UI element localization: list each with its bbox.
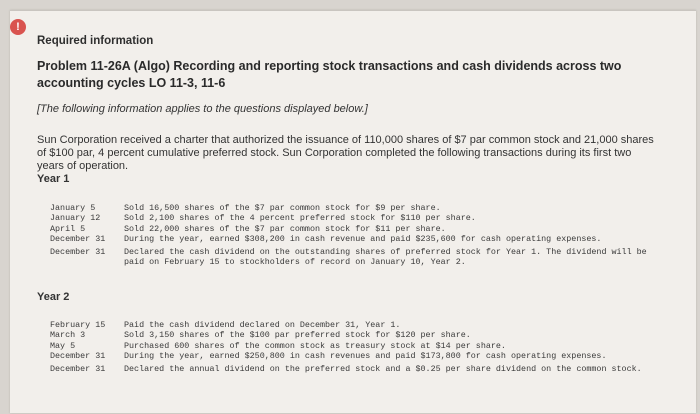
- transaction-row: [50, 364, 660, 374]
- transaction-text: Paid the cash dividend declared on December 31, Year 1.: [124, 320, 401, 330]
- transaction-date: January 12: [50, 213, 101, 224]
- problem-title: Problem 11-26A (Algo) Recording and reporting stock transactions and cash dividends across two accounting cycles LO 11-3, 11-6: [37, 59, 622, 90]
- transaction-text: Sold 22,000 shares of the $7 par common stock for $11 per share.: [124, 223, 446, 234]
- problem-intro: Sun Corporation received a charter that authorized the issuance of 110,000 shares of $7 par common stock and 21,000 shares of $100 par, 4 percent cumulative preferred stock. Sun Corporation completed the following transactions during its first two years of operation.: [37, 134, 654, 172]
- transaction-row: [50, 247, 660, 268]
- transaction-row: [50, 224, 660, 234]
- transaction-text: Declared the annual dividend on the preferred stock and a $0.25 per share dividend on the common stock.: [124, 364, 642, 375]
- alert-icon: !: [10, 19, 26, 35]
- transaction-text: Sold 16,500 shares of the $7 par common stock for $9 per share.: [124, 203, 441, 213]
- transaction-row: [50, 203, 660, 213]
- transaction-row: [50, 341, 660, 351]
- transaction-date: April 5: [50, 223, 86, 234]
- transaction-date: December 31: [50, 350, 106, 361]
- transaction-date: March 3: [50, 330, 86, 341]
- transaction-text: Declared the cash dividend on the outstanding shares of preferred stock for Year 1. The dividend will be paid on February 15 to stockholders of record on January 10, Year 2.: [124, 247, 652, 268]
- transaction-row: [50, 234, 660, 244]
- transaction-date: January 5: [50, 203, 96, 213]
- transaction-row: [50, 330, 660, 340]
- transaction-date: February 15: [50, 320, 106, 330]
- transaction-date: December 31: [50, 233, 106, 244]
- transaction-row: [50, 320, 660, 330]
- info-note: [The following information applies to the questions displayed below.]: [37, 103, 368, 115]
- transaction-date: December 31: [50, 364, 106, 375]
- transaction-text: During the year, earned $250,800 in cash revenues and paid $173,800 for cash operating expenses.: [124, 350, 607, 361]
- transaction-date: December 31: [50, 247, 106, 258]
- year2-transactions: [50, 320, 660, 374]
- year2-title: Year 2: [37, 291, 70, 303]
- transaction-date: May 5: [50, 340, 76, 351]
- required-information-heading: Required information: [37, 35, 154, 47]
- transaction-text: Sold 3,150 shares of the $100 par preferred stock for $120 per share.: [124, 330, 471, 341]
- transaction-row: [50, 213, 660, 223]
- content-panel: [10, 10, 696, 413]
- transaction-text: Purchased 600 shares of the common stock as treasury stock at $14 per share.: [124, 340, 506, 351]
- transaction-text: During the year, earned $308,200 in cash revenue and paid $235,600 for cash operating expenses.: [124, 233, 602, 244]
- year1-transactions: [50, 203, 660, 268]
- transaction-text: Sold 2,100 shares of the 4 percent preferred stock for $110 per share.: [124, 213, 476, 224]
- transaction-row: [50, 351, 660, 361]
- year1-title: Year 1: [37, 173, 70, 185]
